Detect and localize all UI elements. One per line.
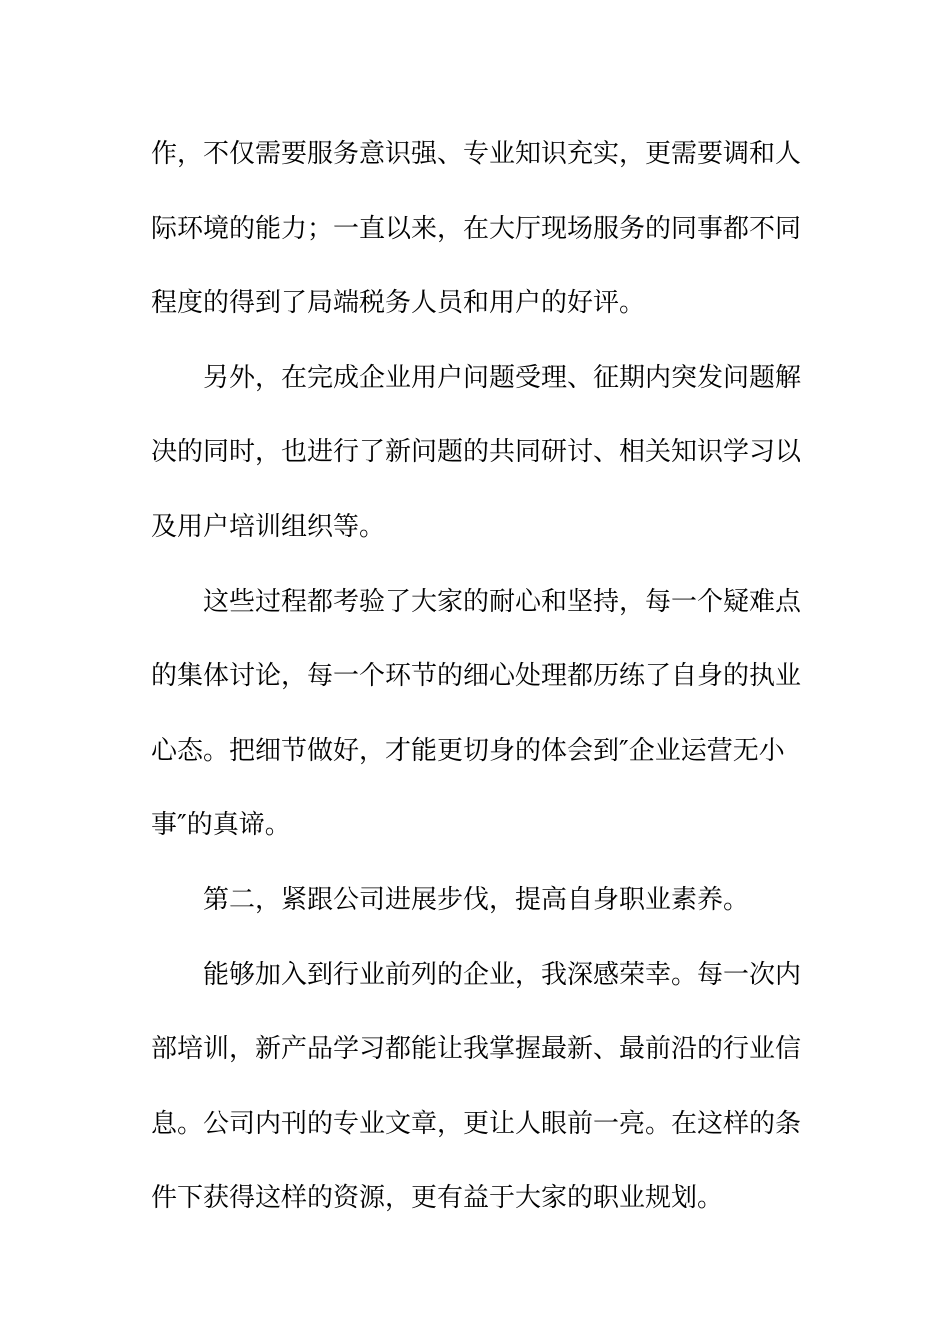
paragraph-line: 息。公司内刊的专业文章，更让人眼前一亮。在这样的条 (151, 1108, 802, 1139)
paragraph-line: 第二，紧跟公司进展步伐，提高自身职业素养。 (203, 884, 750, 915)
document-body (151, 117, 802, 1236)
paragraph-line: 事″的真谛。 (151, 810, 291, 841)
paragraph-line: 部培训，新产品学习都能让我掌握最新、最前沿的行业信 (151, 1034, 802, 1065)
paragraph-line: 作，不仅需要服务意识强、专业知识充实，更需要调和人 (151, 139, 802, 169)
paragraph-line: 及用户培训组织等。 (151, 511, 386, 542)
paragraph-line: 另外，在完成企业用户问题受理、征期内突发问题解 (203, 362, 802, 393)
paragraph-line: 这些过程都考验了大家的耐心和坚持，每一个疑难点 (203, 586, 802, 617)
paragraph-line: 能够加入到行业前列的企业，我深感荣幸。每一次内 (203, 959, 802, 990)
paragraph-line: 际环境的能力；一直以来，在大厅现场服务的同事都不同 (151, 213, 802, 244)
paragraph-line: 的集体讨论，每一个环节的细心处理都历练了自身的执业 (151, 661, 802, 692)
paragraph-line: 件下获得这样的资源，更有益于大家的职业规划。 (151, 1183, 724, 1214)
paragraph-line: 决的同时，也进行了新问题的共同研讨、相关知识学习以 (151, 437, 802, 468)
paragraph-line: 程度的得到了局端税务人员和用户的好评。 (151, 288, 646, 319)
paragraph-line: 心态。把细节做好，才能更切身的体会到″企业运营无小 (151, 735, 785, 766)
